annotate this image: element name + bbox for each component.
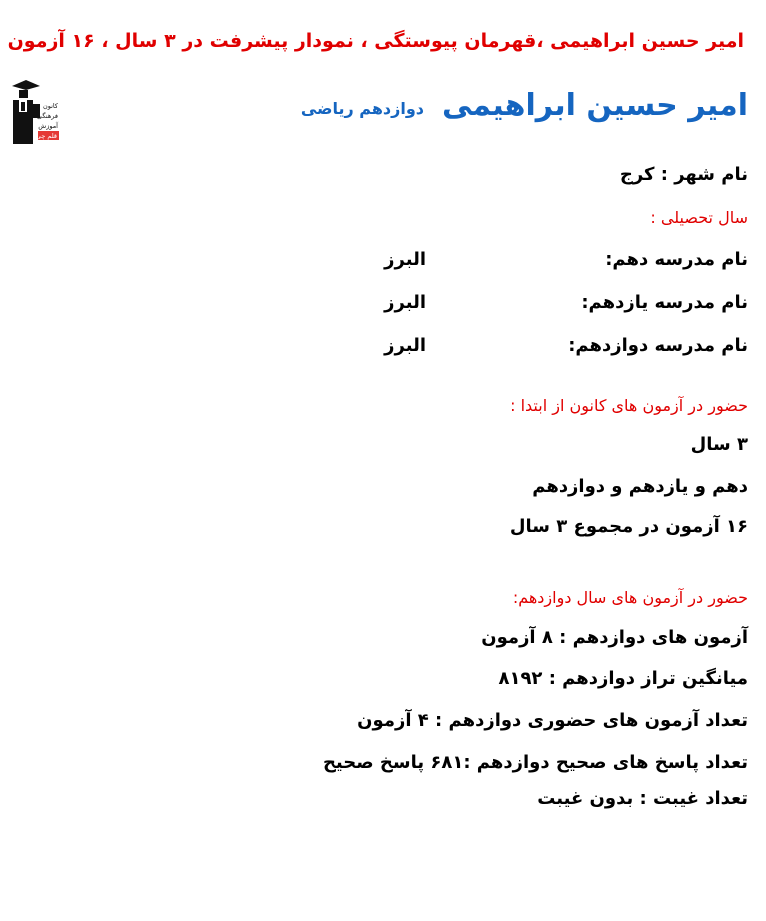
student-grade: دوازدهم ریاضی — [300, 99, 424, 118]
logo-line-2: فرهنگی — [36, 112, 58, 120]
school-11-value: البرز — [384, 292, 426, 313]
school-10-label: نام مدرسه دهم: — [605, 249, 748, 270]
grade12-heading: حضور در آزمون های سال دوازدهم: — [512, 588, 748, 607]
grade12-absence: تعداد غیبت : بدون غیبت — [537, 788, 748, 809]
logo-line-1: کانون — [42, 102, 58, 110]
logo-line-4: قلم چی — [35, 132, 57, 140]
grade12-correct: تعداد پاسخ های صحیح دوازدهم :۶۸۱ پاسخ صحیح — [322, 752, 748, 773]
school-10-value: البرز — [384, 249, 426, 270]
grade12-avg-taraz: میانگین تراز دوازدهم : ۸۱۹۲ — [498, 668, 748, 689]
school-11-label: نام مدرسه یازدهم: — [581, 292, 748, 313]
headline: امیر حسین ابراهیمی ،قهرمان پیوستگی ، نمودار پیشرفت در ۳ سال ، ۱۶ آزمون — [7, 30, 744, 52]
since-start-total: ۱۶ آزمون در مجموع ۳ سال — [509, 516, 748, 537]
logo-line-3: آموزش — [38, 122, 58, 130]
kanoon-logo — [10, 74, 62, 146]
since-start-years: ۳ سال — [690, 434, 748, 455]
since-start-heading: حضور در آزمون های کانون از ابتدا : — [510, 396, 748, 415]
grade12-exams: آزمون های دوازدهم : ۸ آزمون — [481, 627, 748, 648]
school-12-value: البرز — [384, 335, 426, 356]
school-12-label: نام مدرسه دوازدهم: — [568, 335, 748, 356]
academic-year-label: سال تحصیلی : — [650, 208, 748, 227]
city-line: نام شهر : کرج — [619, 164, 748, 185]
since-start-grades: دهم و یازدهم و دوازدهم — [532, 476, 748, 497]
grade12-in-person: تعداد آزمون های حضوری دوازدهم : ۴ آزمون — [357, 710, 748, 731]
student-name: امیر حسین ابراهیمی — [441, 88, 748, 123]
